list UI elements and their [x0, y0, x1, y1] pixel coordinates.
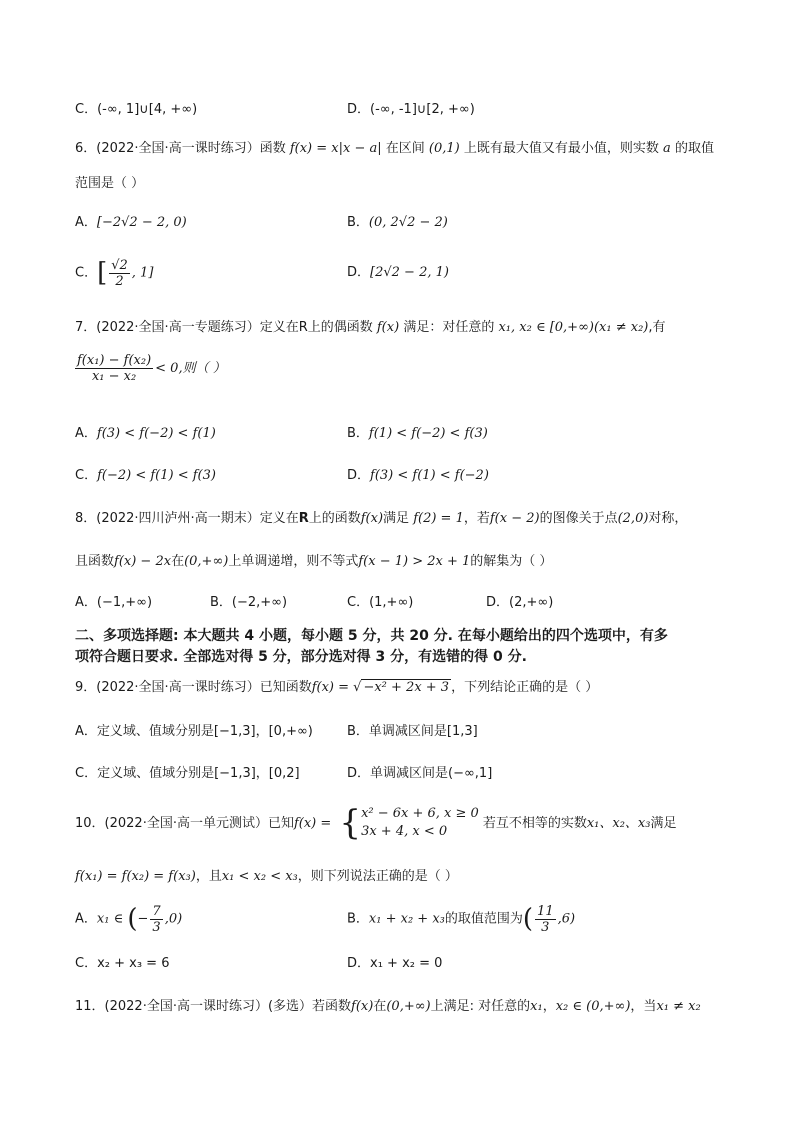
section-header-line1: 二、多项选择题: 本大题共 4 小题，每小题 5 分，共 20 分. 在每小题给出的四个选项中，有多 [75, 628, 668, 644]
q10-option-c: C．x₂ + x₃ = 6 [75, 956, 170, 971]
q7-stem: 7．(2022·全国·高一专题练习）定义在R上的偶函数 f(x) 满足：对任意的 x₁, x₂ ∈ [0,+∞)(x₁ ≠ x₂),有 [75, 320, 666, 335]
q6-option-c: C．[ $\frac{√2}{2}$ , 1] [75, 257, 154, 289]
q6-option-b: B．(0, 2√2 − 2) [347, 215, 448, 230]
q10-option-a: A．x₁ ∈ (− $\frac{7}{3}$ ,0) [75, 903, 183, 935]
q10-stem-line2: f(x₁) = f(x₂) = f(x₃)，且x₁ < x₂ < x₃，则下列说法正确的是（ ） [75, 869, 458, 884]
piecewise-function: { x² − 6x + 6, x ≥ 0 3x + 4, x < 0 [339, 803, 479, 843]
q9-option-d: D．单调减区间是(−∞,1] [347, 766, 493, 781]
q9-option-c: C．定义域、值域分别是[−1,3]，[0,2] [75, 766, 300, 781]
q6-option-d: D．[2√2 − 2, 1) [347, 265, 449, 280]
q5-option-c: C．(-∞, 1]∪[4, +∞) [75, 102, 198, 117]
q7-option-d: D．f(3) < f(1) < f(−2) [347, 468, 489, 483]
q8-stem-line2: 且函数f(x) − 2x在(0,+∞)上单调递增，则不等式f(x − 1) > 2x + 1的解集为（ ） [75, 554, 553, 569]
q8-option-d: D．(2,+∞) [486, 595, 554, 610]
q7-option-b: B．f(1) < f(−2) < f(3) [347, 426, 488, 441]
q10-option-b: B．x₁ + x₂ + x₃的取值范围为( $\frac{11}{3}$ ,6) [347, 903, 576, 935]
q10-stem: 10．(2022·全国·高一单元测试）已知f(x) = { x² − 6x + 6, x ≥ 0 3x + 4, x < 0 若互不相等的实数x₁、x₂、x₃满足 [75, 803, 677, 843]
q5-option-d: D．(-∞, -1]∪[2, +∞) [347, 102, 475, 117]
q9-stem: 9．(2022·全国·高一课时练习）已知函数f(x) = √ −x² + 2x + 3 ，下列结论正确的是（ ） [75, 680, 599, 695]
q11-stem: 11．(2022·全国·高一课时练习）(多选）若函数f(x)在(0,+∞)上满足: 对任意的x₁，x₂ ∈ (0,+∞)，当x₁ ≠ x₂ [75, 999, 701, 1014]
q8-stem: 8．(2022·四川泸州·高一期末）定义在R上的函数f(x)满足 f(2) = 1，若f(x − 2)的图像关于点(2,0)对称， [75, 511, 688, 526]
q7-option-a: A．f(3) < f(−2) < f(1) [75, 426, 216, 441]
q6-option-a: A．[−2√2 − 2, 0) [75, 215, 187, 230]
q9-option-b: B．单调减区间是[1,3] [347, 724, 478, 739]
q9-option-a: A．定义域、值域分别是[−1,3]，[0,+∞) [75, 724, 313, 739]
q8-option-a: A．(−1,+∞) [75, 595, 153, 610]
q8-option-c: C．(1,+∞) [347, 595, 414, 610]
q6-stem-line2: 范围是（ ） [75, 176, 145, 191]
q8-option-b: B．(−2,+∞) [210, 595, 288, 610]
q10-option-d: D．x₁ + x₂ = 0 [347, 956, 443, 971]
section-header-line2: 项符合题日要求. 全部选对得 5 分，部分选对得 3 分，有选错的得 0 分. [75, 649, 527, 665]
q7-option-c: C．f(−2) < f(1) < f(3) [75, 468, 216, 483]
q6-stem: 6．(2022·全国·高一课时练习）函数 f(x) = x|x − a| 在区间 (0,1) 上既有最大值又有最小值，则实数 a 的取值 [75, 141, 714, 156]
q7-stem-line2: $\frac{\text{f(x₁) − f(x₂)}}{\text{x₁ − x₂}}$ < 0,则（ ） [77, 353, 226, 384]
